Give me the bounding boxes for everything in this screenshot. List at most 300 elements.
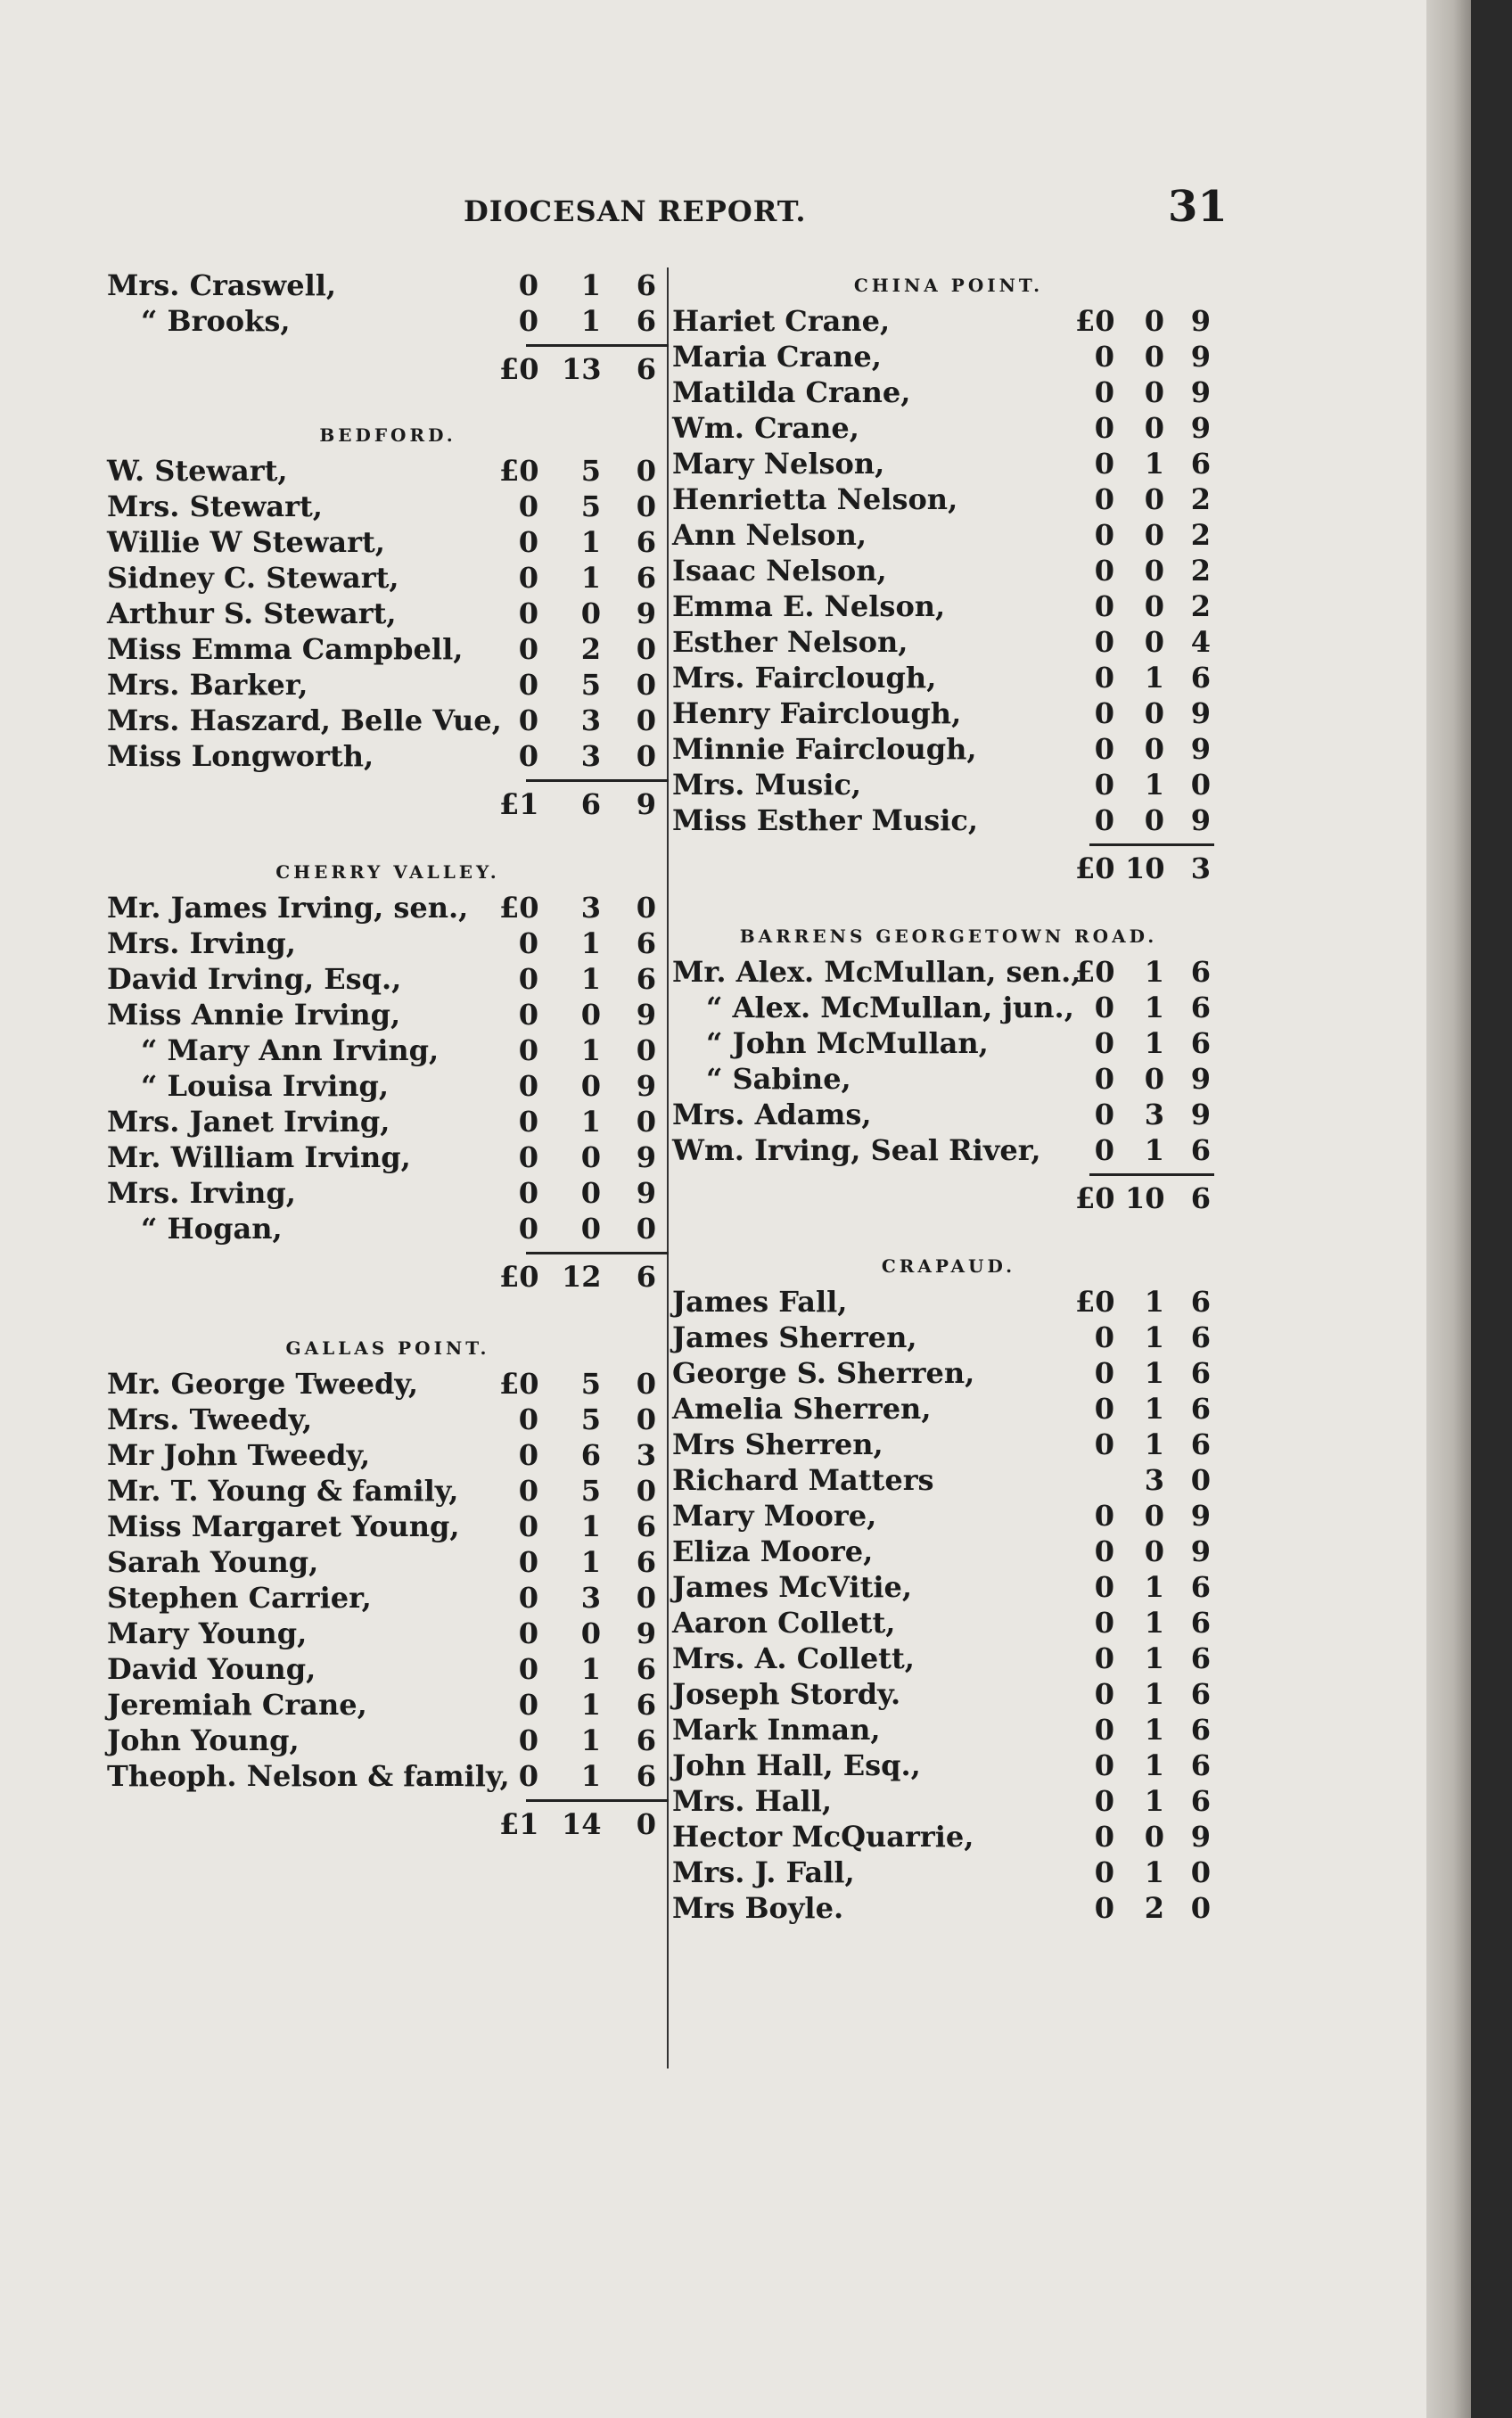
pounds: 0 [1094,340,1114,374]
list-item [107,738,669,774]
entry-name: Mrs. Haszard, Belle Vue, [107,703,502,737]
pounds: 0 [1094,447,1114,481]
entry-name: Mrs. Tweedy, [107,1402,313,1436]
shillings: 1 [580,1509,601,1543]
list-item [107,1104,669,1139]
shillings: 5 [580,1367,601,1401]
list-item [107,1723,669,1758]
section-total [107,1806,669,1842]
pounds: 0 [1094,625,1114,659]
list-item [672,1061,1225,1097]
pence: 9 [636,1616,656,1650]
entry-name: Mr. William Irving, [107,1140,411,1174]
pounds: £0 [499,352,539,386]
pence: 6 [1190,991,1211,1024]
entry-name: Eliza Moore, [672,1534,874,1568]
right-column [672,267,1225,1926]
shillings: 0 [1144,803,1164,837]
shillings: 5 [580,489,601,523]
pounds: £0 [499,454,539,488]
shillings: 1 [580,1759,601,1793]
list-item [672,1890,1225,1926]
pounds: 0 [1094,803,1114,837]
pence: 0 [1190,768,1211,802]
shillings: 1 [580,525,601,559]
pence: 6 [636,268,656,302]
shillings: 0 [580,1212,601,1246]
pence: 0 [636,1367,656,1401]
list-item [107,890,669,925]
pounds: 0 [1094,661,1114,695]
entry-name: Mary Nelson, [672,447,885,481]
entry-name: Mrs. Barker, [107,668,308,702]
section-title: CHINA POINT. [853,275,1044,296]
entry-name: Mrs. Adams, [672,1098,872,1131]
section-title: BARRENS GEORGETOWN ROAD. [739,925,1158,947]
pence: 0 [636,1033,656,1067]
entry-name: Henrietta Nelson, [672,482,958,516]
pence: 0 [636,891,656,925]
list-item [107,524,669,560]
pence: 9 [636,1069,656,1103]
pounds: 0 [1094,589,1114,623]
entry-name: Ann Nelson, [672,518,867,552]
pounds: 0 [1094,1098,1114,1131]
shillings: 1 [1144,1356,1164,1390]
pounds: 0 [1094,1606,1114,1640]
shillings: 2 [580,632,601,666]
list-item [672,660,1225,695]
shillings: 0 [1144,696,1164,730]
entry-name: Mrs. Hall, [672,1784,832,1818]
section-bedford [107,387,669,822]
pence: 9 [636,596,656,630]
shillings: 1 [580,304,601,338]
page-header [0,182,1426,239]
pence: 9 [1190,304,1211,338]
shillings: 1 [1144,768,1164,802]
entry-name: Mrs. Stewart, [107,489,323,523]
list-item [672,1641,1225,1676]
pounds: 0 [518,1033,538,1067]
shillings: 3 [1144,1098,1164,1131]
shillings: 1 [1144,1320,1164,1354]
pounds: 0 [518,304,538,338]
list-item [107,1437,669,1473]
entry-name: Mrs. Irving, [107,1176,296,1210]
shillings: 3 [580,1581,601,1615]
list-item [107,703,669,738]
entry-name: Mrs. Craswell, [107,268,337,302]
pence: 6 [1190,1320,1211,1354]
list-item [672,1855,1225,1890]
pence: 6 [636,1688,656,1722]
entry-name: James McVitie, [672,1570,913,1604]
entry-name: Mr. James Irving, sen., [107,891,469,925]
pounds: 0 [1094,1133,1114,1167]
section-total [672,851,1225,886]
total-rule [672,838,1225,851]
shillings: 1 [1144,1570,1164,1604]
list-item [672,517,1225,553]
entry-name: Mary Moore, [672,1499,877,1533]
list-item [107,596,669,631]
entry-name: Mrs Sherren, [672,1427,883,1461]
total-rule [672,1168,1225,1180]
pounds: 0 [518,998,538,1032]
pence: 0 [636,1581,656,1615]
shillings: 0 [580,1616,601,1650]
pence: 6 [1190,955,1211,989]
pounds: 0 [518,1069,538,1103]
entry-name: Miss Emma Campbell, [107,632,464,666]
entry-name: Minnie Fairclough, [672,732,977,766]
entry-name: Henry Fairclough, [672,696,962,730]
shillings: 1 [1144,1285,1164,1319]
shillings: 14 [562,1807,602,1841]
pence: 6 [1190,1356,1211,1390]
shillings: 0 [580,596,601,630]
list-item [672,303,1225,339]
pounds: 0 [1094,1748,1114,1782]
shillings: 1 [580,561,601,595]
pence: 6 [636,1260,656,1294]
pence: 6 [1190,661,1211,695]
list-item [672,588,1225,624]
shillings: 0 [580,1069,601,1103]
entry-name: Isaac Nelson, [672,554,887,588]
shillings: 1 [1144,1133,1164,1167]
list-item [672,1391,1225,1427]
shillings: 10 [1125,1181,1165,1215]
pounds: 0 [518,1438,538,1472]
list-item [107,1473,669,1509]
list-item [107,1032,669,1068]
list-item [672,624,1225,660]
pounds: 0 [1094,696,1114,730]
pence: 6 [636,1652,656,1686]
list-item [107,1139,669,1175]
list-item [107,1509,669,1544]
list-item [672,1748,1225,1783]
shillings: 1 [1144,991,1164,1024]
entry-name: Mrs. Janet Irving, [107,1105,390,1139]
pounds: 0 [518,668,538,702]
entry-name: Miss Esther Music, [672,803,979,837]
pence: 0 [636,1402,656,1436]
pence: 6 [1190,1570,1211,1604]
pence: 6 [636,962,656,996]
shillings: 1 [580,1105,601,1139]
entry-name: Aaron Collett, [672,1606,896,1640]
shillings: 0 [1144,340,1164,374]
list-item [107,489,669,524]
pence: 6 [636,1723,656,1757]
pounds: 0 [1094,1570,1114,1604]
pence: 0 [636,739,656,773]
pence: 9 [1190,1534,1211,1568]
pounds: 0 [1094,1356,1114,1390]
pence: 0 [636,668,656,702]
list-item [107,667,669,703]
pence: 3 [636,1438,656,1472]
list-item [672,1569,1225,1605]
pounds: 0 [1094,1534,1114,1568]
section-cherry-valley [107,822,669,1295]
pounds: 0 [518,926,538,960]
pence: 6 [636,352,656,386]
list-item [107,631,669,667]
list-item [107,1544,669,1580]
pence: 6 [1190,1677,1211,1711]
shillings: 0 [1144,518,1164,552]
pounds: 0 [518,596,538,630]
pence: 6 [1190,1784,1211,1818]
pounds: £0 [499,891,539,925]
list-item [672,767,1225,802]
pence: 0 [636,703,656,737]
pence: 0 [1190,1855,1211,1889]
entry-name: Miss Longworth, [107,739,374,773]
list-item [672,990,1225,1025]
entry-name: Mrs. Irving, [107,926,296,960]
pence: 0 [1190,1463,1211,1497]
shillings: 6 [580,1438,601,1472]
list-item [672,1498,1225,1534]
pounds: 0 [1094,1820,1114,1854]
list-item [672,1320,1225,1355]
pounds: 0 [1094,768,1114,802]
entry-name: John Young, [107,1723,300,1757]
shillings: 1 [580,962,601,996]
pence: 9 [1190,1062,1211,1096]
shillings: 1 [1144,1026,1164,1060]
list-item [107,267,669,303]
list-item [107,925,669,961]
pounds: 0 [518,1212,538,1246]
pounds: 0 [1094,1713,1114,1747]
list-item [672,1355,1225,1391]
entry-name: Mr. George Tweedy, [107,1367,418,1401]
list-item [672,1819,1225,1855]
shillings: 1 [580,1545,601,1579]
entry-name: James Fall, [672,1285,848,1319]
pence: 3 [1190,851,1211,885]
pounds: 0 [1094,518,1114,552]
pence: 6 [1190,447,1211,481]
pence: 6 [1190,1713,1211,1747]
pence: 2 [1190,518,1211,552]
shillings: 1 [1144,447,1164,481]
pounds: 0 [518,1545,538,1579]
pence: 6 [1190,1392,1211,1426]
running-head: DIOCESAN REPORT. [464,194,807,228]
shillings: 13 [562,352,602,386]
entry-name: Richard Matters [672,1463,934,1497]
pounds: 0 [518,1688,538,1722]
list-item [672,954,1225,990]
shillings: 6 [580,787,601,821]
total-rule [107,774,669,786]
shillings: 12 [562,1260,602,1294]
shillings: 0 [1144,1062,1164,1096]
pounds: £0 [1075,1285,1115,1319]
entry-name: “ Louisa Irving, [141,1069,390,1103]
pence: 9 [1190,375,1211,409]
pounds: 0 [1094,1855,1114,1889]
pounds: 0 [518,632,538,666]
entry-name: Mrs. Fairclough, [672,661,937,695]
entry-name: Amelia Sherren, [672,1392,932,1426]
shillings: 5 [580,1402,601,1436]
shillings: 5 [580,668,601,702]
pence: 0 [636,489,656,523]
list-item [672,1284,1225,1320]
pence: 9 [636,1176,656,1210]
pence: 9 [1190,1499,1211,1533]
pounds: 0 [1094,1499,1114,1533]
entry-name: Miss Annie Irving, [107,998,401,1032]
pence: 6 [1190,1606,1211,1640]
list-item [672,1427,1225,1462]
shillings: 10 [1125,851,1165,885]
pence: 9 [1190,732,1211,766]
list-item [672,1097,1225,1132]
list-item [107,997,669,1032]
pounds: £0 [499,1367,539,1401]
pounds: 0 [518,1652,538,1686]
pence: 6 [1190,1133,1211,1167]
entry-name: Wm. Irving, Seal River, [672,1133,1041,1167]
entry-name: Mrs Boyle. [672,1891,844,1925]
pence: 2 [1190,589,1211,623]
pounds: 0 [518,739,538,773]
pounds: £0 [1075,955,1115,989]
entry-name: Jeremiah Crane, [107,1688,367,1722]
pounds: 0 [518,1723,538,1757]
pence: 6 [1190,1641,1211,1675]
list-item [107,560,669,596]
list-item [107,1068,669,1104]
shillings: 3 [1144,1463,1164,1497]
pence: 6 [1190,1026,1211,1060]
pence: 6 [636,525,656,559]
pounds: 0 [1094,411,1114,445]
list-item [672,1783,1225,1819]
pence: 0 [1190,1891,1211,1925]
shillings: 1 [580,1033,601,1067]
list-item [672,695,1225,731]
entry-name: Sidney C. Stewart, [107,561,399,595]
shillings: 0 [1144,375,1164,409]
pence: 9 [1190,1820,1211,1854]
entry-name: David Young, [107,1652,316,1686]
list-item [672,553,1225,588]
entry-name: “ Alex. McMullan, jun., [706,991,1074,1024]
pence: 6 [636,1509,656,1543]
pence: 9 [1190,696,1211,730]
pounds: 0 [1094,1392,1114,1426]
pounds: 0 [1094,991,1114,1024]
pence: 6 [636,926,656,960]
entry-name: “ Hogan, [141,1212,283,1246]
section-total [107,351,669,387]
list-item [672,1462,1225,1498]
pounds: £1 [499,787,539,821]
pence: 6 [1190,1427,1211,1461]
section-title: BEDFORD. [319,424,456,446]
pounds: 0 [1094,1891,1114,1925]
entry-name: “ Sabine, [706,1062,851,1096]
shillings: 0 [1144,1820,1164,1854]
list-item [107,1175,669,1211]
section-title: CHERRY VALLEY. [275,861,500,883]
shillings: 0 [1144,589,1164,623]
shillings: 0 [580,1176,601,1210]
pence: 0 [636,632,656,666]
entry-name: Mrs. J. Fall, [672,1855,855,1889]
entry-name: Theoph. Nelson & family, [107,1759,510,1793]
pounds: £0 [499,1260,539,1294]
entry-name: W. Stewart, [107,454,288,488]
shillings: 3 [580,739,601,773]
list-item [672,410,1225,446]
list-item [672,731,1225,767]
entry-name: “ Mary Ann Irving, [141,1033,440,1067]
pounds: £0 [1075,304,1115,338]
pounds: 0 [518,703,538,737]
pounds: 0 [518,962,538,996]
section-total [672,1180,1225,1216]
section-china-point [672,267,1225,886]
pounds: 0 [518,489,538,523]
shillings: 1 [1144,1392,1164,1426]
entry-name: David Irving, Esq., [107,962,402,996]
pounds: 0 [518,1474,538,1508]
entry-name: Hector McQuarrie, [672,1820,974,1854]
section-total [107,786,669,822]
entry-name: Willie W Stewart, [107,525,385,559]
pence: 4 [1190,625,1211,659]
shillings: 1 [1144,955,1164,989]
pounds: £1 [499,1807,539,1841]
pounds: 0 [1094,732,1114,766]
list-item [672,481,1225,517]
entry-name: James Sherren, [672,1320,917,1354]
entry-name: Mrs. Music, [672,768,862,802]
pounds: 0 [1094,1641,1114,1675]
entry-name: Matilda Crane, [672,375,911,409]
entry-name: Stephen Carrier, [107,1581,372,1615]
entry-name: Mark Inman, [672,1713,881,1747]
list-item [107,1651,669,1687]
list-item [672,802,1225,838]
entry-name: Wm. Crane, [672,411,859,445]
pence: 9 [1190,1098,1211,1131]
shillings: 0 [1144,482,1164,516]
pence: 6 [636,1545,656,1579]
pence: 9 [1190,411,1211,445]
pounds: 0 [1094,375,1114,409]
pence: 0 [636,1105,656,1139]
entry-name: Mrs. A. Collett, [672,1641,915,1675]
list-item [672,1534,1225,1569]
shillings: 2 [1144,1891,1164,1925]
pounds: 0 [518,1616,538,1650]
pence: 9 [636,998,656,1032]
list-item [672,339,1225,374]
pounds: 0 [1094,554,1114,588]
